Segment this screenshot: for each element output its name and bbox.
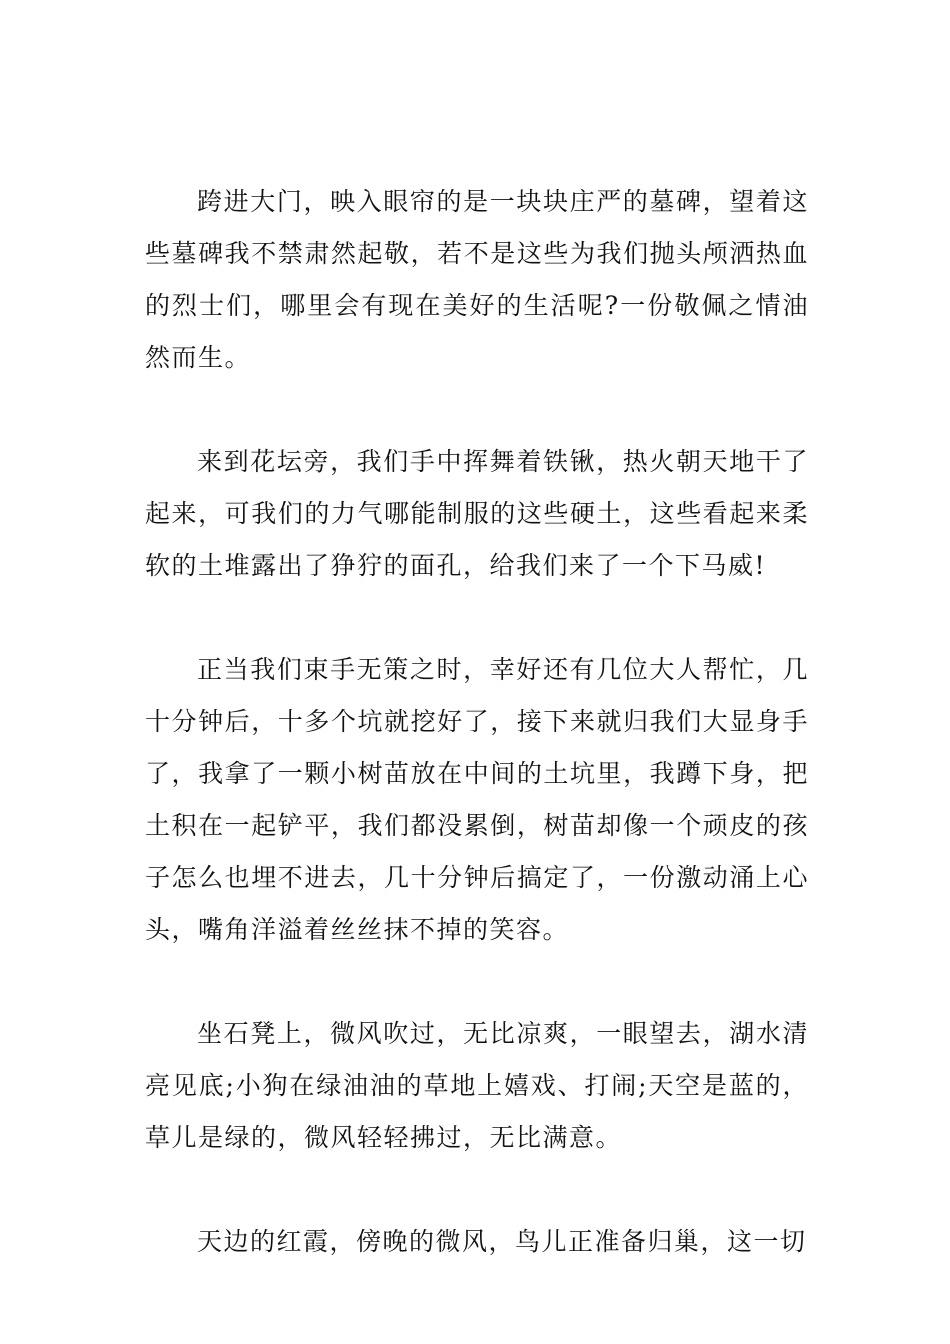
paragraph-3: 正当我们束手无策之时，幸好还有几位大人帮忙，几十分钟后，十多个坑就挖好了，接下来就归我们大显身手了，我拿了一颗小树苗放在中间的土坑里，我蹲下身，把土积在一起铲平，我们都没累倒，树苗却像一个顽皮的孩子怎么也埋不进去，几十分钟后搞定了，一份激动涌上心头，嘴角洋溢着丝丝抹不掉的笑容。 [145, 655, 809, 944]
paragraph-2: 来到花坛旁，我们手中挥舞着铁锹，热火朝天地干了起来，可我们的力气哪能制服的这些硬土，这些看起来柔软的土堆露出了狰狞的面孔，给我们来了一个下马威! [145, 447, 809, 580]
paragraph-5: 天边的红霞，傍晚的微风，鸟儿正准备归巢，这一切 [197, 1227, 807, 1256]
paragraph-4: 坐石凳上，微风吹过，无比凉爽，一眼望去，湖水清亮见底;小狗在绿油油的草地上嬉戏、打闹;天空是蓝的，草儿是绿的，微风轻轻拂过，无比满意。 [145, 1019, 809, 1152]
document-body [145, 176, 809, 1320]
paragraph-1: 跨进大门，映入眼帘的是一块块庄严的墓碑，望着这些墓碑我不禁肃然起敬，若不是这些为我们抛头颅洒热血的烈士们，哪里会有现在美好的生活呢?一份敬佩之情油然而生。 [145, 187, 809, 372]
